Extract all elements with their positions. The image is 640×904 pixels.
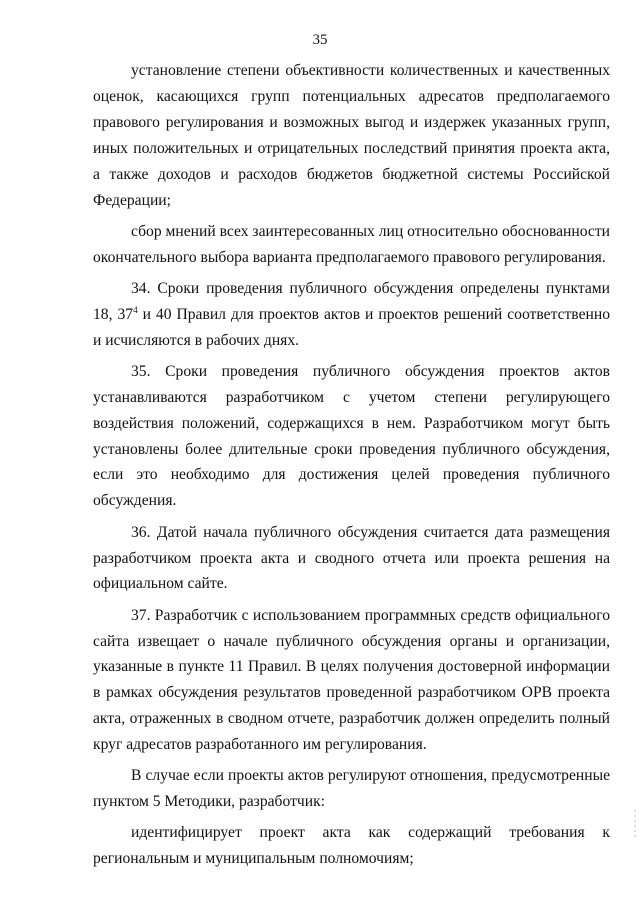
paragraph-identification: идентифицирует проект акта как содержащий требования к региональным и муниципальным полномочиям; [93,824,610,868]
paragraph-regulation-evaluation: установление степени объективности количественных и качественных оценок, касающихся групп потенциальных адресатов предполагаемого правового регулирования и возможных выгод и издержек указанных групп, иных положительных и отрицательных последствий принятия проекта акта, а также доходов и расходов бюджетов бюджетной системы Российской Федерации; [93,62,610,209]
page-number: 35 [312,32,328,48]
paragraph-35: 35. Сроки проведения публичного обсуждения проектов актов устанавливаются разработчиком с учетом степени регулирующего воздействия положений, содержащихся в нем. Разработчиком могут быть установлены более длительные сроки проведения публичного обсуждения, если это необходимо для достижения целей проведения публичного обсуждения. [93,362,610,510]
document-body [93,58,610,878]
paragraph-opinion-collection: сбор мнений всех заинтересованных лиц относительно обоснованности окончательного выбора варианта предполагаемого правового регулирования. [93,222,610,266]
paragraph-36: 36. Датой начала публичного обсуждения считается дата размещения разработчиком проекта акта и сводного отчета или проекта решения на официальном сайте. [93,523,610,593]
paragraph-34-part-2: и 40 Правил для проектов актов и проектов решений соответственно и исчисляются в рабочих днях. [93,305,610,349]
scan-edge-mark [632,810,638,840]
paragraph-methodology-case: В случае если проекты актов регулируют отношения, предусмотренные пунктом 5 Методики, разработчик: [93,767,610,811]
paragraph-37: 37. Разработчик с использованием программных средств официального сайта извещает о начале публичного обсуждения органы и организации, указанные в пункте 11 Правил. В целях получения достоверной информации в рамках обсуждения результатов проведенной разработчиком ОРВ проекта акта, отраженных в сводном отчете, разработчик должен определить полный круг адресатов разработанного им регулирования. [93,606,610,754]
paragraph-34 [93,276,610,354]
paragraph-34-part-1: 34. Сроки проведения публичного обсуждения определены пунктами 18, 37 [93,279,610,323]
footnote-superscript: 4 [133,304,138,315]
